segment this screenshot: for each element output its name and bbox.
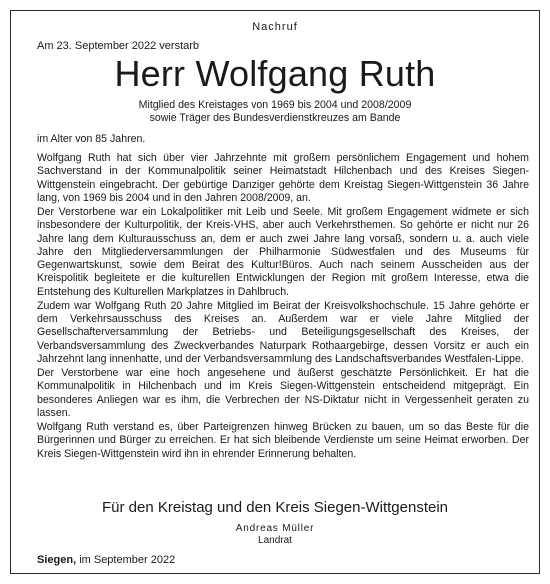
obituary-body <box>37 152 529 462</box>
obituary-notice <box>10 10 540 574</box>
signer-block <box>11 523 539 547</box>
signer-name: Andreas Müller <box>235 523 315 534</box>
body-paragraph: Zudem war Wolfgang Ruth 20 Jahre Mitglied im Beirat der Kreisvolkshochschule. 15 Jahre gehörte er dem Verkehrsausschuss des Kreises an. Außerdem war er viele Jahre Mitglied der Gesellschafterversammlung der Betriebs- und Beteiligungsgesellschaft des Kreises, der Verbandsversammlung des Zweckverbandes Naturpark Rothaargebirge, dessen Vorsitz er auch ein Jahrzehnt lang innenhatte, und der Verbandsversammlung des Landschaftsverbandes Westfalen-Lippe. <box>37 299 529 365</box>
body-paragraph: Wolfgang Ruth hat sich über vier Jahrzehnte mit großem persönlichem Engagement und hohem Sachverstand in der Kommunalpolitik seiner Heimatstadt Hilchenbach und des Kreises Siegen-Wittgenstein eingebracht. Der gebürtige Danziger gehörte dem Kreistag Siegen-Wittgenstein 36 Jahre lang, von 1969 bis 2004 und in den Jahren 2008/2009, an. <box>37 152 529 204</box>
role-line: Mitglied des Kreistages von 1969 bis 2004 und 2008/2009 <box>138 99 412 111</box>
death-date-line: Am 23. September 2022 verstarb <box>37 40 200 52</box>
roles-block <box>11 99 539 125</box>
notice-heading: Nachruf <box>252 21 298 33</box>
issue-date: im September 2022 <box>79 554 176 566</box>
deceased-name: Herr Wolfgang Ruth <box>114 53 436 94</box>
signer-title: Landrat <box>258 535 292 546</box>
body-paragraph: Der Verstorbene war eine hoch angesehene und äußerst geschätzte Persönlichkeit. Er hat die Kommunalpolitik in Hilchenbach und im Kreis Siegen-Wittgenstein entscheidend mitgeprägt. Ein besonderes Anliegen war es ihm, die Verbrechen der NS-Diktatur nicht in Vergessenheit geraten zu lassen. <box>37 367 529 419</box>
place: Siegen, <box>37 554 77 566</box>
body-paragraph: Wolfgang Ruth verstand es, über Parteigrenzen hinweg Brücken zu bauen, um so das Beste für die Bürgerinnen und Bürger zu erreichen. Er hat sich bleibende Verdienste um seine Heimat erworben. Der Kreis Siegen-Wittgenstein wird ihn in ehrender Erinnerung behalten. <box>37 421 529 460</box>
sign-off-line: Für den Kreistag und den Kreis Siegen-Wittgenstein <box>101 499 449 516</box>
body-paragraph: Der Verstorbene war ein Lokalpolitiker mit Leib und Seele. Mit großem Engagement widmete er sich insbesondere der Kulturpolitik, der Kreis-VHS, aber auch Verkehrsthemen. So gehörte er nicht nur 26 Jahre lang dem Kulturausschuss an, dem er auch zwei Jahre lang vorsaß, sondern u. a. auch viele Jahre den Mitgliederversammlungen der Philharmonie Südwestfalen und des Museums für Gegenwartskunst, sowie dem Beirat des Kultur!Büros. Auch nach seinem Ausscheiden aus der Kreispolitik begleitete er die kulturellen Entwicklungen der Region mit großem Interesse, etwa die Entstehung des Kulturellen Markplatzes in Dahlbruch. <box>37 206 529 298</box>
age-line: im Alter von 85 Jahren. <box>37 133 146 145</box>
role-line: sowie Träger des Bundesverdienstkreuzes am Bande <box>149 112 401 125</box>
place-date-line <box>37 554 175 566</box>
